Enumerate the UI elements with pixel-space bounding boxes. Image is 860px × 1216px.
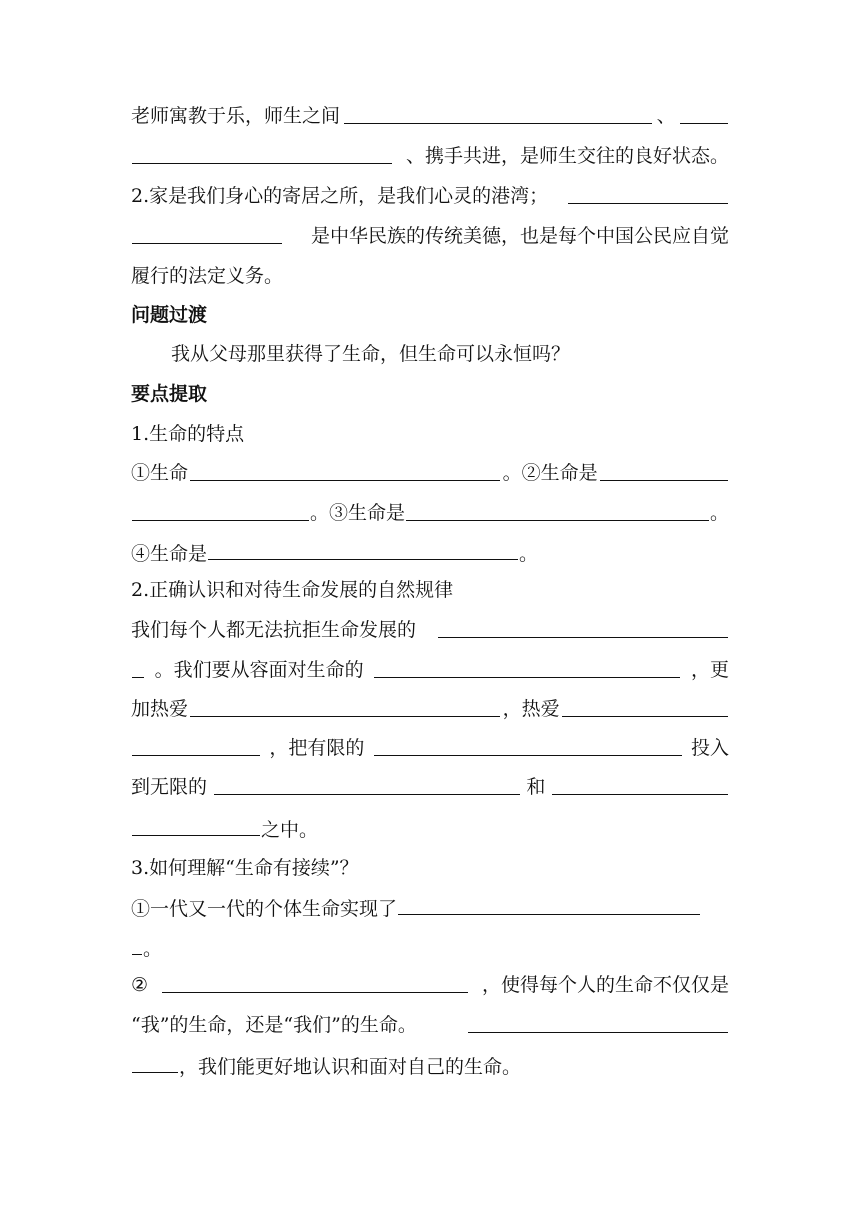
s2-line-2 (131, 658, 729, 682)
text: ，更 (690, 659, 729, 681)
text: 投入 (690, 737, 729, 759)
answer-blank[interactable] (214, 775, 520, 795)
s2-line-5 (131, 775, 729, 799)
q2-line-2 (131, 224, 729, 248)
text: 。我们要从容面对生命的 (154, 659, 364, 681)
answer-blank[interactable] (406, 501, 709, 521)
text: ④生命是 (131, 543, 208, 565)
s1-title (131, 422, 729, 446)
q1-line-2 (131, 144, 729, 168)
q2-line-3 (131, 264, 729, 288)
subsection-title: 1.生命的特点 (131, 423, 245, 445)
answer-blank[interactable] (190, 697, 500, 717)
text: “我”的生命，还是“我们”的生命。 (131, 1014, 417, 1036)
text: ，我们能更好地认识和面对自己的生命。 (179, 1056, 522, 1078)
answer-blank[interactable] (568, 184, 728, 204)
text: 和 (526, 776, 546, 798)
s3-line-2 (131, 935, 729, 961)
text: 。 (143, 938, 163, 960)
q1-separator: 、 (656, 105, 676, 127)
s3-line-3 (131, 973, 729, 997)
s2-line-3 (131, 697, 729, 721)
answer-blank[interactable] (132, 935, 142, 955)
q1-line-1 (131, 104, 729, 128)
answer-blank[interactable] (132, 501, 309, 521)
s1-line-3 (131, 540, 729, 566)
text: ② (131, 974, 149, 996)
answer-blank[interactable] (600, 461, 728, 481)
text: ，热爱 (502, 698, 560, 720)
answer-blank[interactable] (552, 775, 728, 795)
answer-blank[interactable] (680, 104, 728, 124)
s2-line-6 (131, 816, 729, 842)
answer-blank[interactable] (374, 658, 680, 678)
question-text: 我从父母那里获得了生命，但生命可以永恒吗？ (171, 343, 571, 365)
s2-title (131, 578, 729, 602)
answer-blank[interactable] (398, 895, 700, 915)
q2-line-1 (131, 184, 729, 208)
answer-blank[interactable] (438, 618, 728, 638)
subsection-title: 3.如何理解“生命有接续”？ (131, 857, 359, 879)
answer-blank[interactable] (132, 816, 260, 836)
text: 到无限的 (131, 776, 208, 798)
answer-blank[interactable] (162, 973, 468, 993)
q1-text-tail: 、携手共进，是师生交往的良好状态。 (405, 145, 729, 167)
transition-heading (131, 303, 729, 327)
s2-line-1 (131, 618, 729, 642)
text: 。③生命是 (310, 502, 406, 524)
section-heading: 问题过渡 (131, 304, 208, 326)
s2-line-4 (131, 736, 729, 760)
answer-blank[interactable] (190, 461, 500, 481)
q2-text-tail: 是中华民族的传统美德，也是每个中国公民应自觉 (310, 225, 729, 247)
answer-blank[interactable] (344, 104, 652, 124)
subsection-title: 2.正确认识和对待生命发展的自然规律 (131, 579, 454, 601)
s3-title (131, 856, 729, 880)
s3-line-5 (131, 1053, 729, 1079)
transition-question (171, 342, 769, 366)
text: 之中。 (261, 819, 319, 841)
q2-text-end: 履行的法定义务。 (131, 265, 284, 287)
text: ①生命 (131, 462, 189, 484)
text: ①一代又一代的个体生命实现了 (131, 898, 398, 920)
text: ，使得每个人的生命不仅仅是 (481, 974, 729, 996)
answer-blank[interactable] (132, 736, 260, 756)
text: 加热爱 (131, 698, 189, 720)
s3-line-4 (131, 1013, 729, 1037)
text: 。 (709, 502, 729, 524)
keypoints-heading (131, 382, 729, 406)
answer-blank[interactable] (132, 658, 144, 678)
q1-text-a: 老师寓教于乐，师生之间 (131, 105, 341, 127)
answer-blank[interactable] (132, 1053, 178, 1073)
text: 。②生命是 (502, 462, 598, 484)
s1-line-2 (131, 501, 729, 525)
text: 我们每个人都无法抗拒生命发展的 (131, 619, 417, 641)
q2-text-a: 2.家是我们身心的寄居之所，是我们心灵的港湾； (131, 185, 549, 207)
text: 。 (519, 543, 539, 565)
answer-blank[interactable] (132, 144, 392, 164)
s3-line-1 (131, 895, 729, 921)
answer-blank[interactable] (208, 540, 518, 560)
answer-blank[interactable] (374, 736, 682, 756)
answer-blank[interactable] (468, 1013, 728, 1033)
section-heading: 要点提取 (131, 383, 208, 405)
s1-line-1 (131, 461, 729, 485)
answer-blank[interactable] (562, 697, 728, 717)
text: ，把有限的 (269, 737, 365, 759)
answer-blank[interactable] (132, 224, 282, 244)
